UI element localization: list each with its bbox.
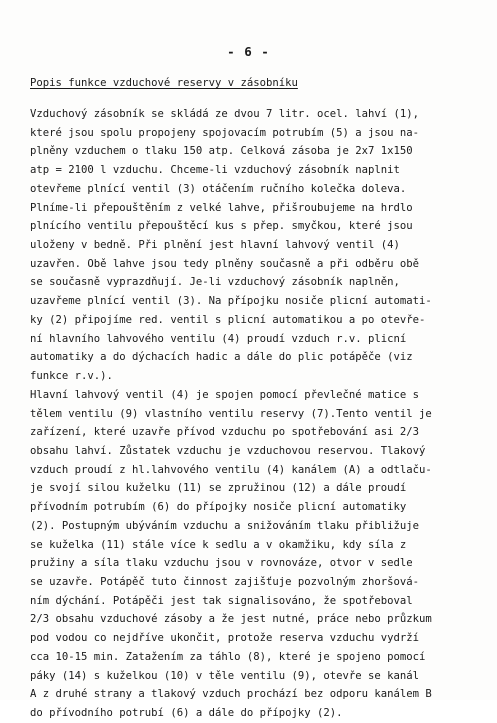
text-line: automatiky a do dýchacích hadic a dále do plic potápěče (viz (30, 351, 413, 364)
text-line: se uzavře. Potápěč tuto činnost zajišťuje pozvolným zhoršová- (30, 575, 420, 588)
text-line: funkce r.v.). (30, 370, 113, 383)
text-line: ky (2) připojíme red. ventil s plicní automatikou a po otevře- (30, 313, 426, 326)
text-line: ní hlavního lahvového ventilu (4) proudí vzduch r.v. plicní (30, 332, 407, 345)
text-line: se současně vyprazdňují. Je-li vzduchový zásobník naplněn, (30, 276, 400, 289)
page-number: - 6 - (227, 44, 270, 59)
text-line: se kuželka (11) stále více k sedlu a v okamžiku, kdy síla z (30, 538, 407, 551)
section-heading: Popis funkce vzduchové reservy v zásobníku (30, 77, 298, 89)
text-line: pod vodou co nejdříve ukončit, protože reserva vzduchu vydrží (30, 632, 420, 645)
text-line: plněny vzduchem o tlaku 150 atp. Celková zásoba je 2x7 1x150 (30, 145, 413, 158)
text-line: plnícího ventilu přepouštěcí kus s přep. smyčkou, které jsou (30, 220, 413, 233)
text-line: 2/3 obsahu vzduchové zásoby a že jest nutné, práce nebo průzkum (30, 613, 432, 626)
text-line: ním dýchání. Potápěči jest tak signalisováno, že spotřeboval (30, 594, 413, 607)
text-line: je svojí silou kuželku (11) se zpružinou (12) a dále proudí (30, 482, 407, 495)
text-line: páky (14) s kuželkou (10) v těle ventilu (9), otevře se kanál (30, 669, 420, 682)
text-line: A z druhé strany a tlakový vzduch prochází bez odporu kanálem B (30, 688, 432, 701)
text-line: uloženy v bedně. Při plnění jest hlavní lahvový ventil (4) (30, 239, 400, 252)
text-line: cca 10-15 min. Zatažením za táhlo (8), které je spojeno pomocí (30, 650, 426, 663)
text-line: Plníme-li přepouštěním z velké lahve, přišroubujeme na hrdlo (30, 201, 413, 214)
text-line: obsahu lahví. Zůstatek vzduchu je vzduchovou reservou. Tlakový (30, 444, 426, 457)
text-line: atp = 2100 l vzduchu. Chceme-li vzduchový zásobník naplnit (30, 164, 400, 177)
text-line: uzavřeme plnící ventil (3). Na přípojku nosiče plicní automati- (30, 295, 432, 308)
body-text (30, 105, 490, 723)
text-line: vzduch proudí z hl.lahvového ventilu (4) kanálem (A) a odtlaču- (30, 463, 432, 476)
text-line: tělem ventilu (9) vlastního ventilu reservy (7).Tento ventil je (30, 407, 432, 420)
text-line: které jsou spolu propojeny spojovacím potrubím (5) a jsou na- (30, 126, 420, 139)
text-line: pružiny a síla tlaku vzduchu jsou v rovnováze, otvor v sedle (30, 557, 413, 570)
text-line: do přívodního potrubí (6) a dále do přípojky (2). (30, 707, 343, 719)
text-line: (2). Postupným ubýváním vzduchu a snižováním tlaku přibližuje (30, 519, 420, 532)
text-line: Hlavní lahvový ventil (4) je spojen pomocí převlečné matice s (30, 388, 420, 401)
text-line: zařízení, které uzavře přívod vzduchu po spotřebování asi 2/3 (30, 426, 420, 439)
text-line: přívodním potrubím (6) do přípojky nosiče plicní automatiky (30, 501, 407, 514)
text-line: otevřeme plnící ventil (3) otáčením ručního kolečka doleva. (30, 182, 407, 195)
text-line: Vzduchový zásobník se skládá ze dvou 7 litr. ocel. lahví (1), (30, 108, 420, 120)
text-line: uzavřen. Obě lahve jsou tedy plněny současně a při odběru obě (30, 257, 420, 270)
